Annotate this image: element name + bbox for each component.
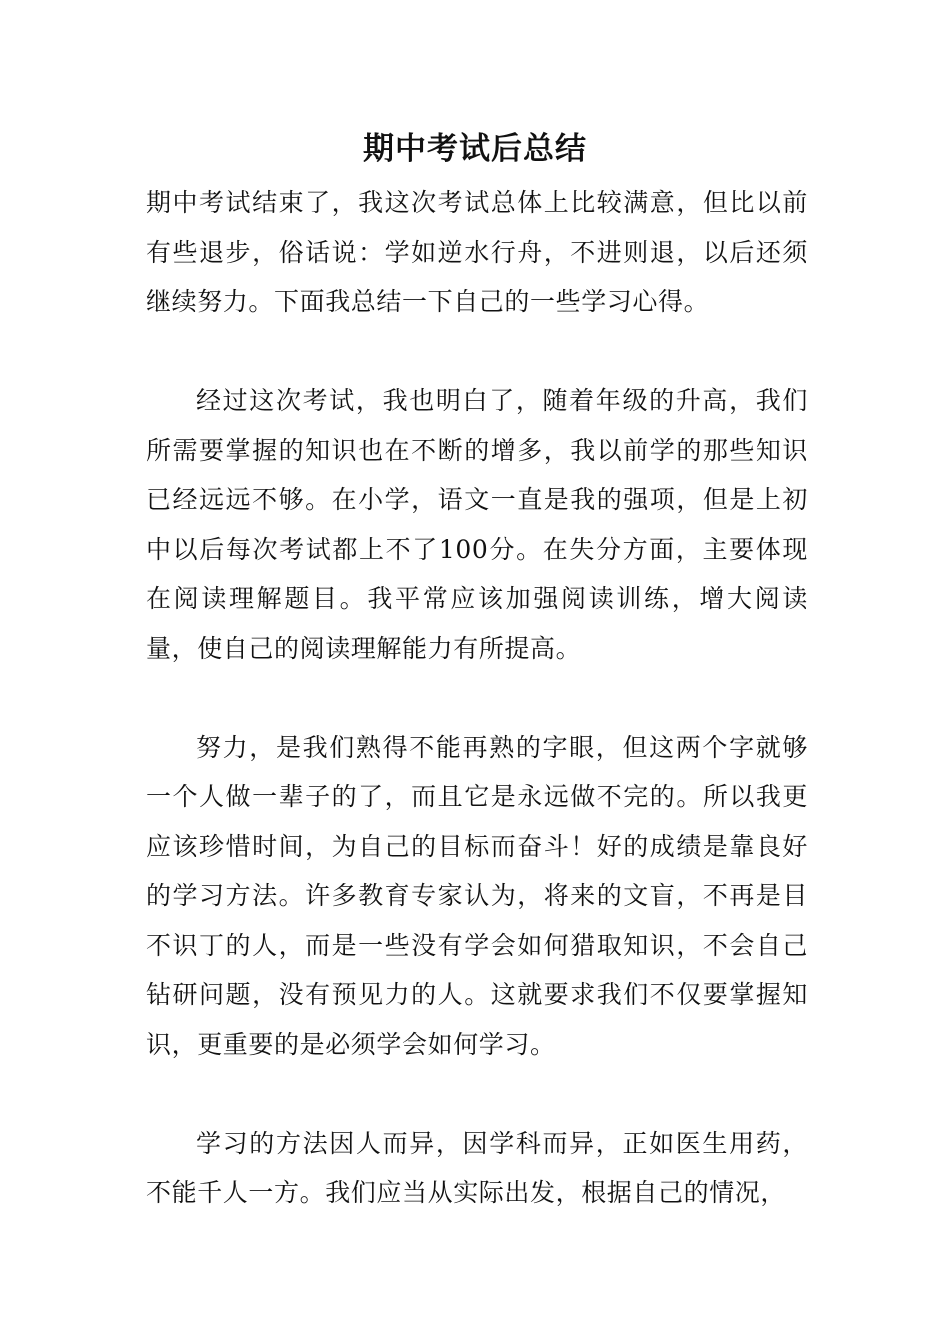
paragraph-knowledge: 经过这次考试，我也明白了，随着年级的升高，我们所需要掌握的知识也在不断的增多，我以前学的那些知识已经远远不够。在小学，语文一直是我的强项，但是上初中以后每次考试都上不了100分。在失分方面，主要体现在阅读理解题目。我平常应该加强阅读训练，增大阅读量，使自己的阅读理解能力有所提高。 xyxy=(146,386,808,663)
page-title: 期中考试后总结 xyxy=(363,131,587,167)
paragraph-methods: 学习的方法因人而异，因学科而异，正如医生用药，不能千人一方。我们应当从实际出发，根据自己的情况， xyxy=(146,1128,808,1207)
document-body xyxy=(146,178,808,1218)
paragraph-effort: 努力，是我们熟得不能再熟的字眼，但这两个字就够一个人做一辈子的了，而且它是永远做不完的。所以我更应该珍惜时间，为自己的目标而奋斗！好的成绩是靠良好的学习方法。许多教育专家认为，将来的文盲，不再是目不识丁的人，而是一些没有学会如何猎取知识，不会自己钻研问题，没有预见力的人。这就要求我们不仅要掌握知识，更重要的是必须学会如何学习。 xyxy=(146,732,808,1059)
paragraph-intro: 期中考试结束了，我这次考试总体上比较满意，但比以前有些退步，俗话说：学如逆水行舟，不进则退，以后还须继续努力。下面我总结一下自己的一些学习心得。 xyxy=(146,188,808,316)
